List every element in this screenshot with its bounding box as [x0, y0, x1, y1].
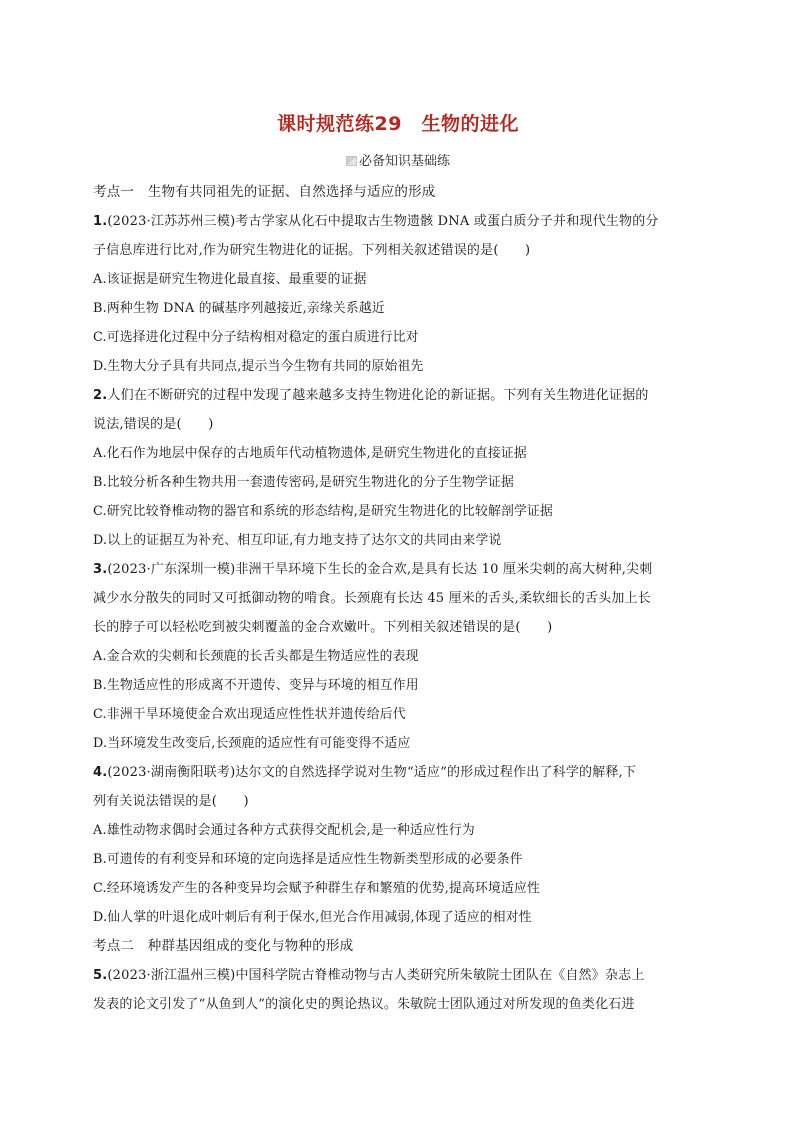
- question-2: [93, 381, 703, 555]
- option-c: C.可选择进化过程中分子结构相对稳定的蛋白质进行比对: [93, 330, 419, 345]
- question-stem-line: 发表的论文引发了“从鱼到人”的演化史的舆论热议。朱敏院士团队通过对所发现的鱼类化石进: [93, 997, 635, 1012]
- question-number: 3.: [93, 562, 108, 577]
- question-number: 5.: [93, 968, 108, 983]
- question-number: 2.: [93, 388, 108, 403]
- question-stem-line: [93, 758, 703, 787]
- question-stem-line: [93, 207, 703, 236]
- question-1: [93, 207, 703, 381]
- question-text: (2023·浙江温州三模)中国科学院古脊椎动物与古人类研究所朱敏院士团队在《自然》杂志上: [107, 968, 645, 983]
- option-b: B.生物适应性的形成离不开遗传、变异与环境的相互作用: [93, 678, 419, 693]
- question-stem-line: 长的脖子可以轻松吃到被尖刺覆盖的金合欢嫩叶。下列相关叙述错误的是( ): [93, 620, 553, 635]
- question-stem-line: 减少水分散失的同时又可抵御动物的啃食。长颈鹿有长达 45 厘米的舌头,柔软细长的舌头加上长: [93, 591, 651, 606]
- option-b: B.比较分析各种生物共用一套遗传密码,是研究生物进化的分子生物学证据: [93, 475, 515, 490]
- option-c: C.经环境诱发产生的各种变异均会赋予种群生存和繁殖的优势,提高环境适应性: [93, 881, 540, 896]
- option-d: D.仙人掌的叶退化成叶刺后有利于保水,但光合作用减弱,体现了适应的相对性: [93, 910, 532, 925]
- question-stem-line: 列有关说法错误的是( ): [93, 794, 249, 809]
- question-3: [93, 555, 703, 758]
- section-subtitle: [93, 150, 703, 169]
- question-stem-line: [93, 961, 703, 990]
- question-text: 人们在不断研究的过程中发现了越来越多支持生物进化论的新证据。下列有关生物进化证据的: [107, 388, 649, 403]
- question-stem-line: [93, 555, 703, 584]
- option-c: C.研究比较脊椎动物的器官和系统的形态结构,是研究生物进化的比较解剖学证据: [93, 504, 553, 519]
- question-4: [93, 758, 703, 932]
- question-stem-line: 说法,错误的是( ): [93, 417, 214, 432]
- option-a: A.该证据是研究生物进化最直接、最重要的证据: [93, 272, 367, 287]
- question-5: [93, 961, 703, 1019]
- section-heading: 考点一 生物有共同祖先的证据、自然选择与适应的形成: [93, 184, 436, 200]
- question-text: (2023·江苏苏州三模)考古学家从化石中提取古生物遗骸 DNA 或蛋白质分子并和现代生物的分: [107, 214, 659, 229]
- document-body: [93, 178, 703, 1019]
- question-text: (2023·广东深圳一模)非洲干旱环境下生长的金合欢,是具有长达 10 厘米尖刺的高大树种,尖刺: [107, 562, 653, 577]
- option-b: B.两种生物 DNA 的碱基序列越接近,亲缘关系越近: [93, 301, 385, 316]
- page-title: 课时规范练29 生物的进化: [277, 113, 519, 135]
- option-c: C.非洲干旱环境使金合欢出现适应性性状并遗传给后代: [93, 707, 406, 722]
- option-a: A.雄性动物求偶时会通过各种方式获得交配机会,是一种适应性行为: [93, 823, 475, 838]
- question-text: (2023·湖南衡阳联考)达尔文的自然选择学说对生物“适应”的形成过程作出了科学的解释,下: [107, 765, 637, 780]
- question-stem-line: 子信息库进行比对,作为研究生物进化的证据。下列相关叙述错误的是( ): [93, 243, 531, 258]
- option-a: A.金合欢的尖刺和长颈鹿的长舌头都是生物适应性的表现: [93, 649, 419, 664]
- option-d: D.当环境发生改变后,长颈鹿的适应性有可能变得不适应: [93, 736, 411, 751]
- image-placeholder-icon: [346, 156, 357, 166]
- section-heading: 考点二 种群基因组成的变化与物种的形成: [93, 938, 354, 954]
- question-number: 4.: [93, 765, 108, 780]
- option-a: A.化石作为地层中保存的古地质年代动植物遗体,是研究生物进化的直接证据: [93, 446, 527, 461]
- question-stem-line: [93, 381, 703, 410]
- subtitle-text: 必备知识基础练: [358, 154, 450, 169]
- option-b: B.可遗传的有利变异和环境的定向选择是适应性生物新类型形成的必要条件: [93, 852, 523, 867]
- question-number: 1.: [93, 214, 108, 229]
- option-d: D.生物大分子具有共同点,提示当今生物有共同的原始祖先: [93, 359, 424, 374]
- option-d: D.以上的证据互为补充、相互印证,有力地支持了达尔文的共同由来学说: [93, 533, 502, 548]
